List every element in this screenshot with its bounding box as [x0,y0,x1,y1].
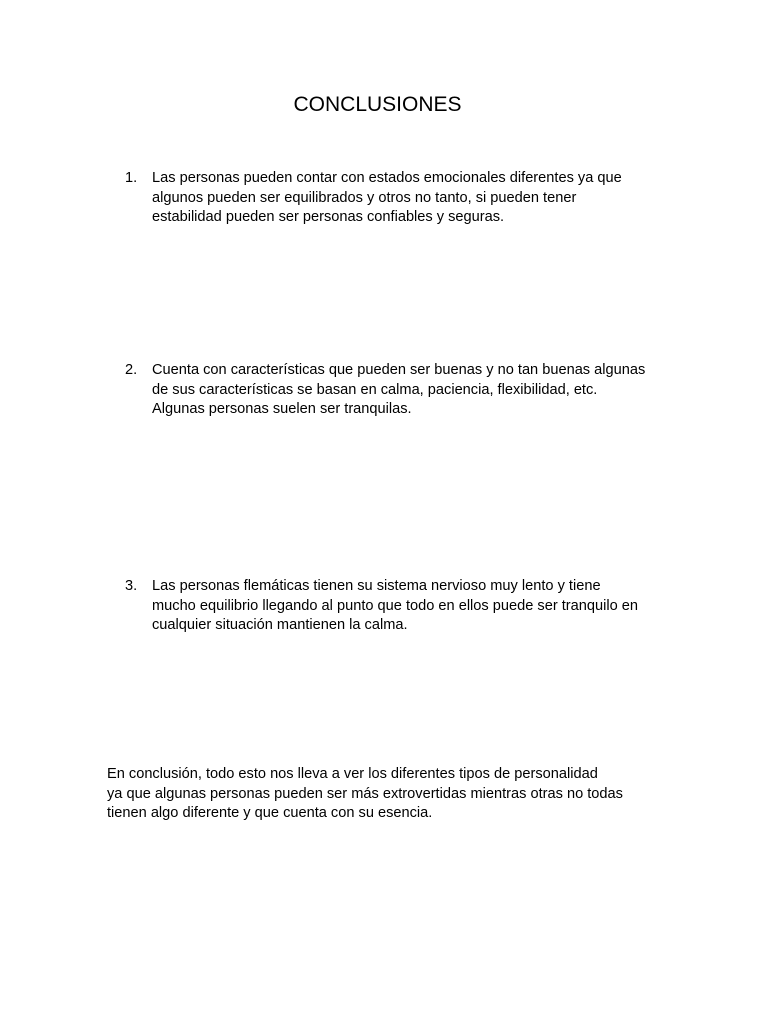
list-item-2 [125,361,670,420]
list-item-text: Las personas pueden contar con estados emocionales diferentes ya que algunos pueden ser equilibrados y otros no tanto, si pueden tener estabilidad pueden ser personas confiables y seguras. [152,170,622,225]
list-item-3 [125,577,670,636]
list-item-number: 3. [125,578,138,594]
list-item-1 [125,169,670,228]
page-title: CONCLUSIONES [293,93,462,116]
conclusion-paragraph: En conclusión, todo esto nos lleva a ver los diferentes tipos de personalidad ya que algunas personas pueden ser más extrovertidas mientras otras no todas tienen algo diferente y que cuenta con su esencia. [107,766,623,821]
list-item-number: 1. [125,170,138,186]
list-item-text: Las personas flemáticas tienen su sistema nervioso muy lento y tiene mucho equilibrio llegando al punto que todo en ellos puede ser tranquilo en cualquier situación mantienen la calma. [152,578,638,633]
list-item-text: Cuenta con características que pueden ser buenas y no tan buenas algunas de sus características se basan en calma, paciencia, flexibilidad, etc. Algunas personas suelen ser tranquilas. [152,362,646,417]
list-item-number: 2. [125,362,138,378]
